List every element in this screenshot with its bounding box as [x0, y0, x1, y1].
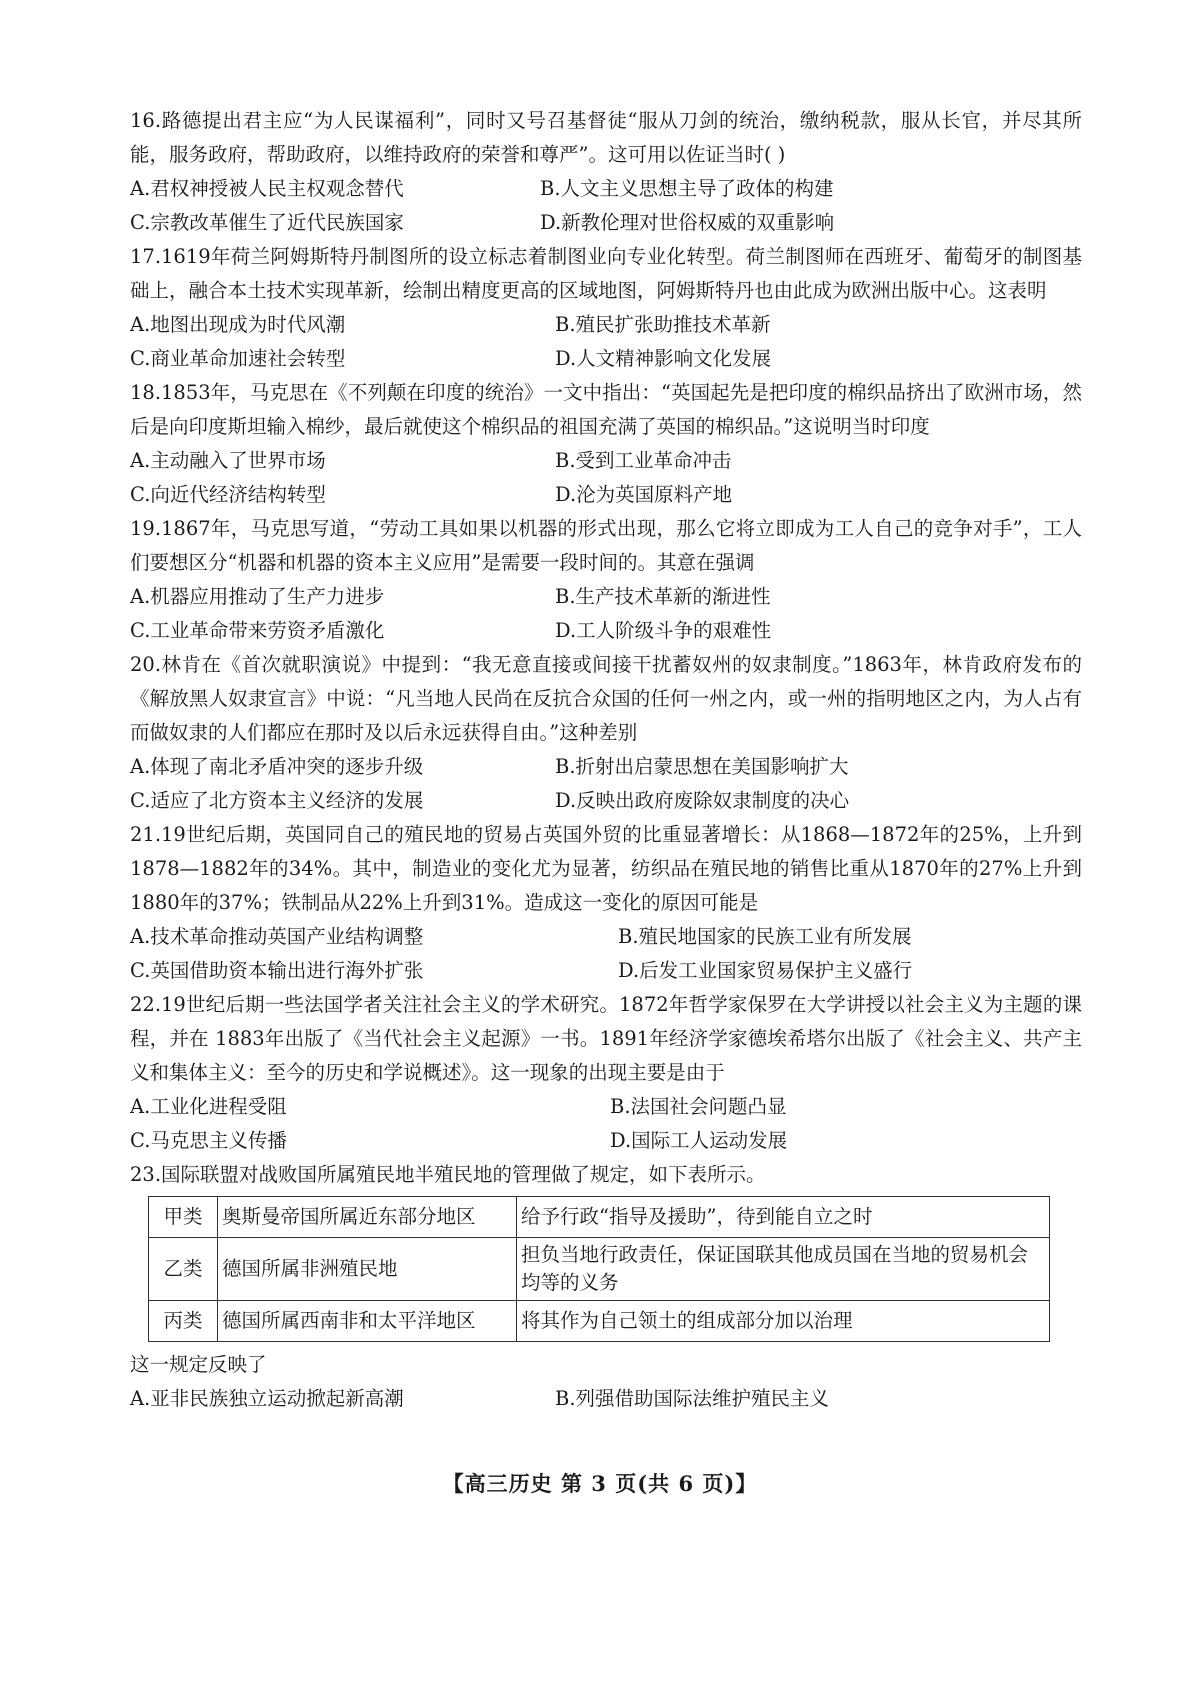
- option-c: C.向近代经济结构转型: [130, 483, 326, 506]
- options: [130, 308, 1082, 376]
- question-23: [130, 1158, 1082, 1416]
- table-cell-region: 奥斯曼帝国所属近东部分地区: [218, 1197, 517, 1238]
- option-d: D.新教伦理对世俗权威的双重影响: [540, 211, 835, 234]
- page-footer: 【高三历史 第 3 页(共 6 页)】: [442, 1471, 758, 1496]
- table-cell-category: 乙类: [149, 1238, 218, 1301]
- options: [130, 920, 1082, 988]
- option-a: A.君权神授被人民主权观念替代: [130, 177, 404, 200]
- table-cell-policy: 给予行政“指导及援助”，待到能自立之时: [517, 1197, 1050, 1238]
- table-cell-region: 德国所属非洲殖民地: [218, 1238, 517, 1301]
- options: [130, 750, 1082, 818]
- option-a: A.技术革命推动英国产业结构调整: [130, 925, 424, 948]
- question-stem: 21.19世纪后期，英国同自己的殖民地的贸易占英国外贸的比重显著增长：从1868—1872年的25%，上升到1878—1882年的34%。其中，制造业的变化尤为显著，纺织品在殖民地的销售比重从1870年的27%上升到1880年的37%；铁制品从22%上升到31%。造成这一变化的原因可能是: [130, 823, 1082, 914]
- option-a: A.亚非民族独立运动掀起新高潮: [130, 1387, 404, 1410]
- question-22: [130, 988, 1082, 1158]
- option-a: A.体现了南北矛盾冲突的逐步升级: [130, 755, 424, 778]
- option-b: B.折射出启蒙思想在美国影响扩大: [555, 755, 849, 778]
- question-17: [130, 240, 1082, 376]
- table-cell-region: 德国所属西南非和太平洋地区: [218, 1301, 517, 1342]
- question-stem: 20.林肯在《首次就职演说》中提到：“我无意直接或间接干扰蓄奴州的奴隶制度。”1863年，林肯政府发布的《解放黑人奴隶宣言》中说：“凡当地人民尚在反抗合众国的任何一州之内，或一州的指明地区之内，为人占有而做奴隶的人们都应在那时及以后永远获得自由。”这种差别: [130, 653, 1082, 744]
- table-row: [149, 1301, 1050, 1342]
- options: [130, 1382, 1082, 1416]
- table-cell-policy: 将其作为自己领土的组成部分加以治理: [517, 1301, 1050, 1342]
- option-c: C.商业革命加速社会转型: [130, 347, 346, 370]
- options: [130, 1090, 1082, 1158]
- option-a: A.机器应用推动了生产力进步: [130, 585, 385, 608]
- option-b: B.殖民扩张助推技术革新: [555, 313, 771, 336]
- option-c: C.适应了北方资本主义经济的发展: [130, 789, 424, 812]
- options: [130, 172, 1082, 240]
- option-c: C.英国借助资本输出进行海外扩张: [130, 959, 424, 982]
- table-cell-category: 丙类: [149, 1301, 218, 1342]
- table-cell-policy: 担负当地行政责任，保证国联其他成员国在当地的贸易机会均等的义务: [517, 1238, 1050, 1301]
- option-b: B.人文主义思想主导了政体的构建: [540, 177, 834, 200]
- options: [130, 580, 1082, 648]
- option-c: C.马克思主义传播: [130, 1129, 287, 1152]
- question-21: [130, 818, 1082, 988]
- option-d: D.国际工人运动发展: [610, 1129, 788, 1152]
- question-stem: 22.19世纪后期一些法国学者关注社会主义的学术研究。1872年哲学家保罗在大学讲授以社会主义为主题的课程，并在 1883年出版了《当代社会主义起源》一书。1891年经济学家德埃希塔尔出版了《社会主义、共产主义和集体主义：至今的历史和学说概述》。这一现象的出现主要是由于: [130, 993, 1082, 1084]
- option-d: D.后发工业国家贸易保护主义盛行: [618, 959, 913, 982]
- option-a: A.工业化进程受阻: [130, 1095, 287, 1118]
- option-b: B.生产技术革新的渐进性: [555, 585, 771, 608]
- mandate-table: [148, 1196, 1050, 1342]
- option-c: C.宗教改革催生了近代民族国家: [130, 211, 404, 234]
- option-a: A.地图出现成为时代风潮: [130, 313, 346, 336]
- option-d: D.反映出政府废除奴隶制度的决心: [555, 789, 850, 812]
- question-stem: 16.路德提出君主应“为人民谋福利”，同时又号召基督徒“服从刀剑的统治，缴纳税款，服从长官，并尽其所能，服务政府，帮助政府，以维持政府的荣誉和尊严”。这可用以佐证当时( ): [130, 109, 1082, 166]
- question-16: [130, 104, 1082, 240]
- option-b: B.法国社会问题凸显: [610, 1095, 787, 1118]
- table-row: [149, 1238, 1050, 1301]
- option-b: B.列强借助国际法维护殖民主义: [555, 1387, 830, 1410]
- question-19: [130, 512, 1082, 648]
- table-cell-category: 甲类: [149, 1197, 218, 1238]
- option-d: D.人文精神影响文化发展: [555, 347, 772, 370]
- option-b: B.殖民地国家的民族工业有所发展: [618, 925, 912, 948]
- question-prompt: 这一规定反映了: [130, 1353, 267, 1376]
- option-d: D.沦为英国原料产地: [555, 483, 733, 506]
- option-b: B.受到工业革命冲击: [555, 449, 732, 472]
- option-a: A.主动融入了世界市场: [130, 449, 326, 472]
- question-stem: 17.1619年荷兰阿姆斯特丹制图所的设立标志着制图业向专业化转型。荷兰制图师在西班牙、葡萄牙的制图基础上，融合本土技术实现革新，绘制出精度更高的区域地图，阿姆斯特丹也由此成为欧洲出版中心。这表明: [130, 245, 1082, 302]
- table-row: [149, 1197, 1050, 1238]
- question-20: [130, 648, 1082, 818]
- exam-page: [130, 104, 1082, 1416]
- question-18: [130, 376, 1082, 512]
- options: [130, 444, 1082, 512]
- option-c: C.工业革命带来劳资矛盾激化: [130, 619, 385, 642]
- question-stem: 18.1853年，马克思在《不列颠在印度的统治》一文中指出：“英国起先是把印度的棉织品挤出了欧洲市场，然后是向印度斯坦输入棉纱，最后就使这个棉织品的祖国充满了英国的棉织品。”这说明当时印度: [130, 381, 1082, 438]
- option-d: D.工人阶级斗争的艰难性: [555, 619, 772, 642]
- question-stem: 23.国际联盟对战败国所属殖民地半殖民地的管理做了规定，如下表所示。: [130, 1163, 766, 1186]
- question-stem: 19.1867年，马克思写道，“劳动工具如果以机器的形式出现，那么它将立即成为工人自己的竞争对手”，工人们要想区分“机器和机器的资本主义应用”是需要一段时间的。其意在强调: [130, 517, 1082, 574]
